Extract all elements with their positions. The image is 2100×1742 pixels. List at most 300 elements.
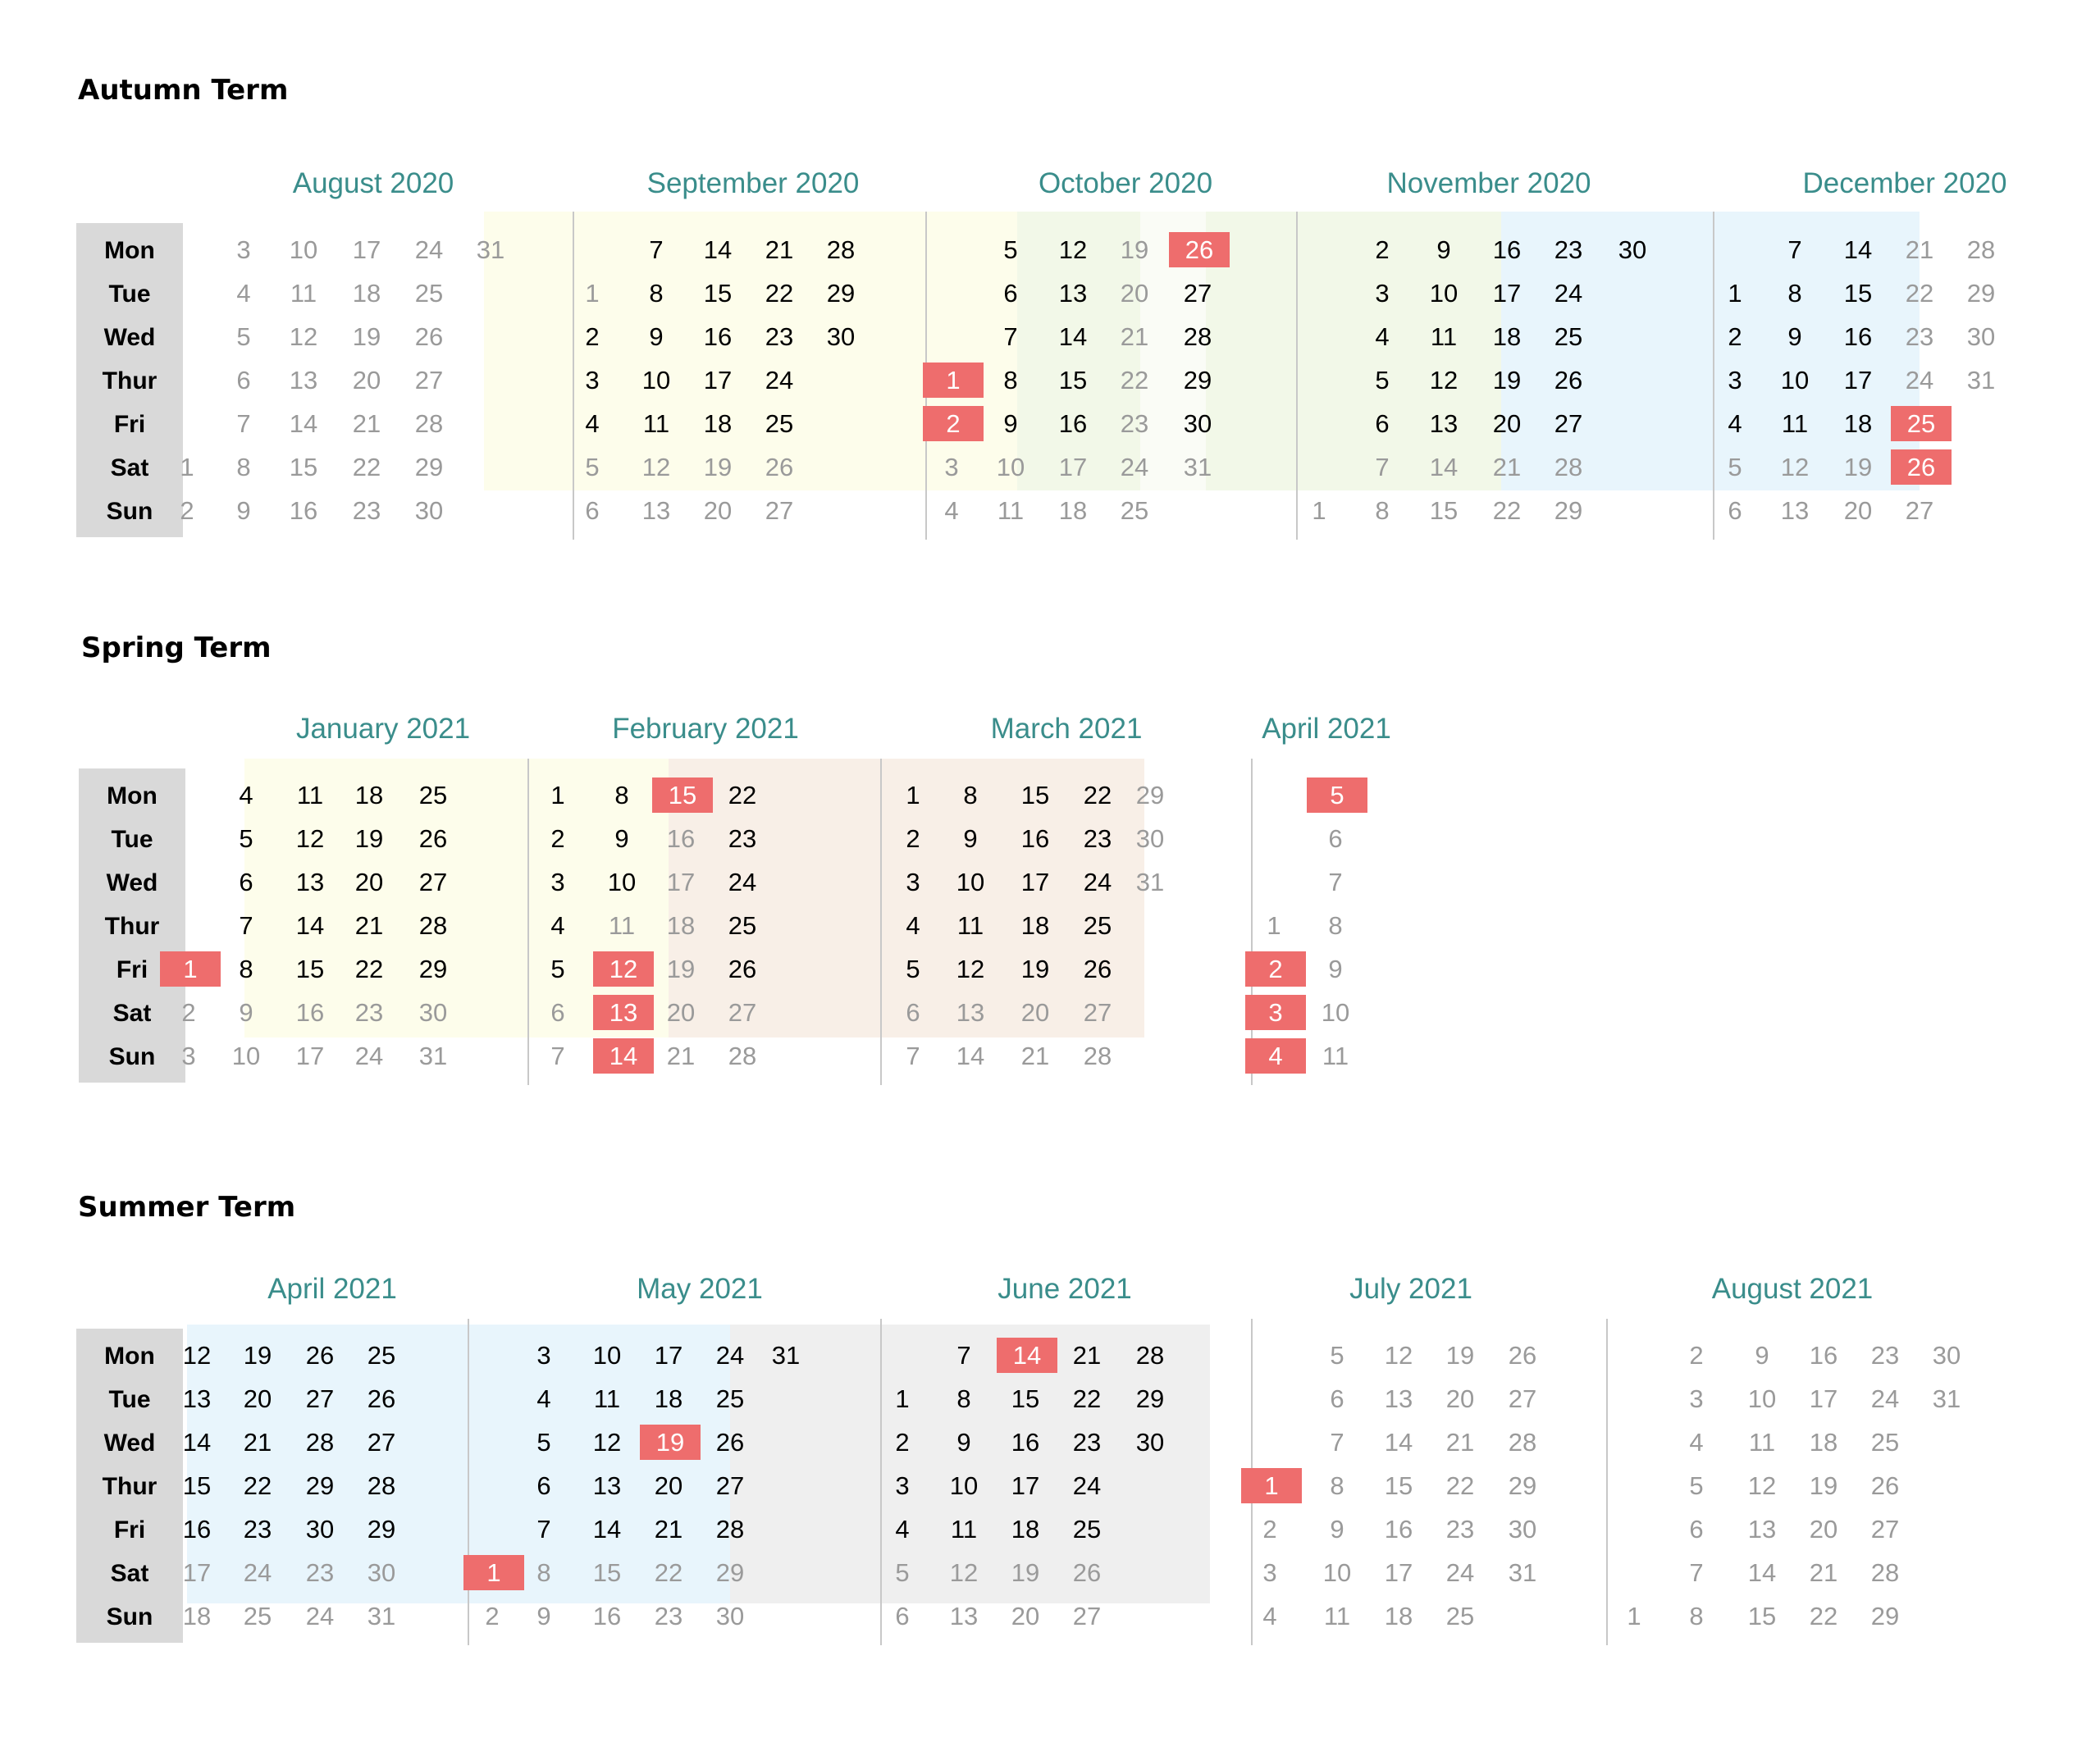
calendar-day: 29 xyxy=(1554,496,1583,525)
calendar-day: 4 xyxy=(1245,1038,1306,1074)
calendar-day: 22 xyxy=(728,781,757,809)
calendar-day: 11 xyxy=(593,1384,621,1413)
calendar-day: 1 xyxy=(1728,279,1742,308)
calendar-day: 10 xyxy=(1747,1384,1777,1413)
calendar-day: 3 xyxy=(944,453,959,481)
calendar-day: 6 xyxy=(895,1602,910,1630)
calendar-day: 12 xyxy=(1384,1341,1413,1370)
calendar-day: 24 xyxy=(414,235,444,264)
calendar-day: 7 xyxy=(1328,868,1343,896)
calendar-day: 26 xyxy=(418,824,448,853)
calendar-day: 22 xyxy=(354,955,384,983)
calendar-day: 28 xyxy=(1183,322,1212,351)
calendar-day: 21 xyxy=(243,1428,272,1457)
calendar-day: 28 xyxy=(305,1428,335,1457)
calendar-day: 8 xyxy=(963,781,978,809)
spring-term-title: Spring Term xyxy=(81,632,272,664)
calendar-day: 23 xyxy=(728,824,757,853)
calendar-day: 7 xyxy=(1787,235,1802,264)
calendar-day: 14 xyxy=(593,1038,654,1074)
calendar-day: 25 xyxy=(243,1602,272,1630)
calendar-day: 31 xyxy=(1932,1384,1961,1413)
calendar-day: 3 xyxy=(895,1471,910,1500)
calendar-day: 14 xyxy=(997,1338,1057,1373)
calendar-day: 26 xyxy=(1072,1558,1102,1587)
calendar-day: 27 xyxy=(715,1471,745,1500)
calendar-day: 12 xyxy=(956,955,985,983)
day-label: Sun xyxy=(106,1603,153,1630)
calendar-day: 9 xyxy=(1328,955,1343,983)
calendar-day: 15 xyxy=(1384,1471,1413,1500)
calendar-day: 27 xyxy=(1870,1515,1900,1544)
calendar-day: 9 xyxy=(239,998,253,1027)
calendar-day: 21 xyxy=(765,235,794,264)
calendar-day: 10 xyxy=(1429,279,1459,308)
calendar-day: 18 xyxy=(1058,496,1088,525)
calendar-day: 3 xyxy=(1245,995,1306,1030)
calendar-day: 9 xyxy=(1436,235,1451,264)
calendar-day: 5 xyxy=(239,824,253,853)
calendar-day: 2 xyxy=(923,406,984,441)
calendar-day: 27 xyxy=(1554,409,1583,438)
calendar-day: 28 xyxy=(414,409,444,438)
calendar-day: 20 xyxy=(1492,409,1522,438)
calendar-day: 23 xyxy=(243,1515,272,1544)
day-label: Wed xyxy=(103,324,156,351)
calendar-day: 29 xyxy=(1870,1602,1900,1630)
calendar-day: 20 xyxy=(1445,1384,1475,1413)
calendar-day: 21 xyxy=(354,911,384,940)
calendar-day: 21 xyxy=(1020,1042,1050,1070)
calendar-day: 22 xyxy=(765,279,794,308)
calendar-day: 31 xyxy=(1508,1558,1537,1587)
calendar-day: 11 xyxy=(997,496,1025,525)
calendar-day: 16 xyxy=(182,1515,212,1544)
calendar-day: 12 xyxy=(592,1428,622,1457)
calendar-day: 17 xyxy=(295,1042,325,1070)
calendar-day: 26 xyxy=(1554,366,1583,394)
calendar-day: 13 xyxy=(949,1602,979,1630)
calendar-day: 12 xyxy=(1429,366,1459,394)
calendar-day: 16 xyxy=(1020,824,1050,853)
calendar-day: 16 xyxy=(1809,1341,1838,1370)
calendar-day: 28 xyxy=(715,1515,745,1544)
calendar-day: 22 xyxy=(1809,1602,1838,1630)
calendar-day: 18 xyxy=(352,279,381,308)
calendar-day: 18 xyxy=(182,1602,212,1630)
calendar-day: 18 xyxy=(1011,1515,1040,1544)
calendar-day: 17 xyxy=(1492,279,1522,308)
calendar-day: 21 xyxy=(1120,322,1149,351)
calendar-day: 30 xyxy=(305,1515,335,1544)
calendar-day: 28 xyxy=(1135,1341,1165,1370)
calendar-day: 1 xyxy=(923,363,984,398)
calendar-day: 31 xyxy=(1183,453,1212,481)
calendar-day: 16 xyxy=(592,1602,622,1630)
calendar-day: 27 xyxy=(1508,1384,1537,1413)
calendar-day: 2 xyxy=(181,998,196,1027)
calendar-day: 16 xyxy=(666,824,696,853)
calendar-day: 22 xyxy=(654,1558,683,1587)
calendar-day: 19 xyxy=(1445,1341,1475,1370)
calendar-day: 17 xyxy=(1384,1558,1413,1587)
calendar-day: 30 xyxy=(1183,409,1212,438)
calendar-day: 20 xyxy=(243,1384,272,1413)
calendar-day: 28 xyxy=(826,235,856,264)
calendar-day: 13 xyxy=(641,496,671,525)
calendar-day: 9 xyxy=(1330,1515,1344,1544)
calendar-day: 19 xyxy=(243,1341,272,1370)
calendar-day: 24 xyxy=(1554,279,1583,308)
calendar-day: 14 xyxy=(1747,1558,1777,1587)
calendar-day: 5 xyxy=(1003,235,1018,264)
calendar-day: 29 xyxy=(414,453,444,481)
calendar-day: 2 xyxy=(1245,951,1306,987)
calendar-day: 5 xyxy=(906,955,920,983)
calendar-day: 6 xyxy=(585,496,600,525)
calendar-day: 13 xyxy=(1384,1384,1413,1413)
calendar-day: 30 xyxy=(715,1602,745,1630)
calendar-day: 28 xyxy=(728,1042,757,1070)
day-label: Mon xyxy=(104,237,155,264)
calendar-day: 5 xyxy=(895,1558,910,1587)
calendar-day: 4 xyxy=(906,911,920,940)
calendar-day: 23 xyxy=(305,1558,335,1587)
calendar-day: 23 xyxy=(765,322,794,351)
calendar-day: 24 xyxy=(765,366,794,394)
calendar-day: 21 xyxy=(352,409,381,438)
calendar-day: 30 xyxy=(414,496,444,525)
day-label: Thur xyxy=(102,367,158,394)
calendar-day: 18 xyxy=(1384,1602,1413,1630)
calendar-day: 21 xyxy=(1905,235,1934,264)
calendar-day: 8 xyxy=(1328,911,1343,940)
calendar-day: 28 xyxy=(418,911,448,940)
calendar-day: 24 xyxy=(1072,1471,1102,1500)
calendar-day: 18 xyxy=(703,409,733,438)
calendar-day: 22 xyxy=(1083,781,1112,809)
calendar-day: 22 xyxy=(243,1471,272,1500)
calendar-day: 26 xyxy=(1169,232,1230,267)
autumn-term-title: Autumn Term xyxy=(78,74,289,107)
calendar-day: 29 xyxy=(1135,1384,1165,1413)
calendar-day: 28 xyxy=(1870,1558,1900,1587)
calendar-day: 12 xyxy=(593,951,654,987)
calendar-day: 13 xyxy=(1747,1515,1777,1544)
calendar-day: 15 xyxy=(295,955,325,983)
day-label: Wed xyxy=(103,1430,156,1457)
day-label: Tue xyxy=(108,1386,151,1413)
calendar-day: 19 xyxy=(352,322,381,351)
calendar-day: 23 xyxy=(1554,235,1583,264)
day-label: Mon xyxy=(107,782,158,809)
calendar-day: 28 xyxy=(1554,453,1583,481)
calendar-day: 17 xyxy=(654,1341,683,1370)
calendar-day: 27 xyxy=(367,1428,396,1457)
calendar-day: 10 xyxy=(1780,366,1810,394)
calendar-day: 9 xyxy=(1787,322,1802,351)
calendar-day: 12 xyxy=(949,1558,979,1587)
calendar-day: 23 xyxy=(1905,322,1934,351)
calendar-day: 7 xyxy=(1330,1428,1344,1457)
calendar-day: 13 xyxy=(295,868,325,896)
calendar-day: 11 xyxy=(608,911,636,940)
day-label: Tue xyxy=(111,826,153,853)
calendar-day: 9 xyxy=(614,824,629,853)
calendar-day: 31 xyxy=(1135,868,1165,896)
calendar-day: 12 xyxy=(289,322,318,351)
calendar-day: 5 xyxy=(536,1428,551,1457)
calendar-day: 10 xyxy=(1322,1558,1352,1587)
day-label: Thur xyxy=(102,1473,158,1500)
calendar-day: 26 xyxy=(367,1384,396,1413)
calendar-day: 6 xyxy=(1328,824,1343,853)
calendar-day: 5 xyxy=(236,322,251,351)
calendar-day: 24 xyxy=(1870,1384,1900,1413)
calendar-day: 11 xyxy=(956,911,984,940)
calendar-day: 28 xyxy=(1966,235,1996,264)
calendar-day: 16 xyxy=(1384,1515,1413,1544)
calendar-day: 26 xyxy=(728,955,757,983)
day-label: Wed xyxy=(106,869,158,896)
calendar-day: 20 xyxy=(1809,1515,1838,1544)
calendar-day: 12 xyxy=(641,453,671,481)
calendar-day: 5 xyxy=(1689,1471,1704,1500)
calendar-day: 25 xyxy=(367,1341,396,1370)
calendar-day: 20 xyxy=(352,366,381,394)
day-label: Sun xyxy=(108,1043,156,1070)
calendar-day: 26 xyxy=(305,1341,335,1370)
calendar-day: 22 xyxy=(1072,1384,1102,1413)
calendar-day: 25 xyxy=(418,781,448,809)
calendar-day: 15 xyxy=(182,1471,212,1500)
calendar-day: 30 xyxy=(1508,1515,1537,1544)
calendar-day: 4 xyxy=(1689,1428,1704,1457)
calendar-day: 21 xyxy=(654,1515,683,1544)
calendar-day: 27 xyxy=(1905,496,1934,525)
calendar-day: 2 xyxy=(906,824,920,853)
calendar-day: 6 xyxy=(1375,409,1390,438)
calendar-day: 30 xyxy=(1135,1428,1165,1457)
calendar-day: 25 xyxy=(1870,1428,1900,1457)
calendar-day: 13 xyxy=(956,998,985,1027)
day-label: Fri xyxy=(116,956,148,983)
calendar-day: 7 xyxy=(550,1042,565,1070)
calendar-day: 22 xyxy=(1445,1471,1475,1500)
calendar-day: 31 xyxy=(771,1341,801,1370)
calendar-day: 3 xyxy=(1375,279,1390,308)
calendar-day: 24 xyxy=(1445,1558,1475,1587)
calendar-day: 10 xyxy=(592,1341,622,1370)
calendar-day: 29 xyxy=(1183,366,1212,394)
calendar-day: 4 xyxy=(236,279,251,308)
calendar-day: 14 xyxy=(956,1042,985,1070)
calendar-day: 13 xyxy=(182,1384,212,1413)
calendar-day: 17 xyxy=(352,235,381,264)
calendar-day: 6 xyxy=(236,366,251,394)
calendar-day: 21 xyxy=(1492,453,1522,481)
calendar-day: 11 xyxy=(1781,409,1809,438)
calendar-day: 3 xyxy=(536,1341,551,1370)
calendar-day: 7 xyxy=(906,1042,920,1070)
calendar-day: 8 xyxy=(1787,279,1802,308)
calendar-day: 25 xyxy=(728,911,757,940)
calendar-day: 6 xyxy=(1689,1515,1704,1544)
calendar-day: 1 xyxy=(180,453,194,481)
calendar-day: 17 xyxy=(1020,868,1050,896)
calendar-day: 12 xyxy=(1747,1471,1777,1500)
calendar-day: 1 xyxy=(160,951,221,987)
calendar-day: 28 xyxy=(1508,1428,1537,1457)
calendar-day: 11 xyxy=(1748,1428,1776,1457)
calendar-day: 4 xyxy=(944,496,959,525)
calendar-day: 25 xyxy=(1120,496,1149,525)
calendar-day: 26 xyxy=(715,1428,745,1457)
calendar-day: 19 xyxy=(1809,1471,1838,1500)
calendar-day: 15 xyxy=(1011,1384,1040,1413)
calendar-day: 7 xyxy=(956,1341,971,1370)
calendar-day: 4 xyxy=(536,1384,551,1413)
calendar-day: 29 xyxy=(305,1471,335,1500)
calendar-day: 2 xyxy=(485,1602,500,1630)
calendar-day: 8 xyxy=(649,279,664,308)
calendar-day: 23 xyxy=(1072,1428,1102,1457)
calendar-day: 10 xyxy=(289,235,318,264)
calendar-day: 17 xyxy=(1011,1471,1040,1500)
calendar-day: 30 xyxy=(418,998,448,1027)
calendar-day: 26 xyxy=(1083,955,1112,983)
calendar-day: 6 xyxy=(1728,496,1742,525)
calendar-day: 16 xyxy=(1492,235,1522,264)
calendar-day: 25 xyxy=(715,1384,745,1413)
calendar-day: 21 xyxy=(1809,1558,1838,1587)
calendar-day: 20 xyxy=(1011,1602,1040,1630)
calendar-day: 20 xyxy=(354,868,384,896)
calendar-day: 29 xyxy=(715,1558,745,1587)
calendar-day: 27 xyxy=(1183,279,1212,308)
calendar-day: 30 xyxy=(367,1558,396,1587)
calendar-day: 19 xyxy=(354,824,384,853)
calendar-day: 18 xyxy=(1843,409,1873,438)
day-label: Fri xyxy=(113,1516,146,1544)
calendar-day: 4 xyxy=(550,911,565,940)
calendar-day: 25 xyxy=(1072,1515,1102,1544)
calendar-day: 1 xyxy=(550,781,565,809)
calendar-day: 6 xyxy=(906,998,920,1027)
calendar-day: 4 xyxy=(895,1515,910,1544)
calendar-day: 27 xyxy=(1083,998,1112,1027)
calendar-day: 11 xyxy=(296,781,324,809)
calendar-day: 2 xyxy=(550,824,565,853)
calendar-day: 11 xyxy=(1430,322,1458,351)
calendar-day: 29 xyxy=(1135,781,1165,809)
calendar-day: 18 xyxy=(666,911,696,940)
day-label: Mon xyxy=(104,1343,155,1370)
calendar-day: 3 xyxy=(1728,366,1742,394)
calendar-day: 27 xyxy=(728,998,757,1027)
calendar-day: 25 xyxy=(1554,322,1583,351)
calendar-day: 23 xyxy=(1120,409,1149,438)
calendar-day: 10 xyxy=(956,868,985,896)
calendar-day: 20 xyxy=(1020,998,1050,1027)
calendar-day: 11 xyxy=(642,409,670,438)
calendar-day: 20 xyxy=(654,1471,683,1500)
calendar-day: 7 xyxy=(1003,322,1018,351)
calendar-day: 7 xyxy=(649,235,664,264)
calendar-day: 21 xyxy=(1072,1341,1102,1370)
calendar-day: 29 xyxy=(418,955,448,983)
calendar-day: 4 xyxy=(1728,409,1742,438)
calendar-day: 20 xyxy=(703,496,733,525)
calendar-day: 19 xyxy=(666,955,696,983)
calendar-day: 3 xyxy=(550,868,565,896)
calendar-day: 27 xyxy=(418,868,448,896)
calendar-day: 16 xyxy=(289,496,318,525)
summer-term-title: Summer Term xyxy=(78,1191,296,1224)
calendar-day: 1 xyxy=(1267,911,1281,940)
calendar-day: 30 xyxy=(1135,824,1165,853)
calendar-day: 29 xyxy=(1508,1471,1537,1500)
calendar-day: 5 xyxy=(1307,778,1367,813)
calendar-day: 28 xyxy=(1083,1042,1112,1070)
calendar-day: 13 xyxy=(593,995,654,1030)
calendar-day: 2 xyxy=(180,496,194,525)
calendar-day: 12 xyxy=(182,1341,212,1370)
calendar-day: 31 xyxy=(476,235,505,264)
calendar-day: 25 xyxy=(414,279,444,308)
calendar-day: 2 xyxy=(1689,1341,1704,1370)
calendar-day: 9 xyxy=(649,322,664,351)
calendar-day: 19 xyxy=(1020,955,1050,983)
calendar-day: 23 xyxy=(1870,1341,1900,1370)
calendar-day: 1 xyxy=(1312,496,1326,525)
calendar-day: 26 xyxy=(1870,1471,1900,1500)
calendar-day: 9 xyxy=(1755,1341,1769,1370)
calendar-day: 21 xyxy=(666,1042,696,1070)
calendar-day: 9 xyxy=(1003,409,1018,438)
calendar-day: 24 xyxy=(1905,366,1934,394)
calendar-day: 27 xyxy=(1072,1602,1102,1630)
calendar-day: 18 xyxy=(1020,911,1050,940)
calendar-day: 18 xyxy=(354,781,384,809)
calendar-day: 8 xyxy=(956,1384,971,1413)
calendar-day: 1 xyxy=(1241,1468,1302,1503)
calendar-day: 23 xyxy=(1445,1515,1475,1544)
calendar-day: 17 xyxy=(1809,1384,1838,1413)
calendar-day: 14 xyxy=(1384,1428,1413,1457)
calendar-day: 25 xyxy=(1891,406,1952,441)
calendar-day: 16 xyxy=(295,998,325,1027)
calendar-day: 8 xyxy=(536,1558,551,1587)
calendar-day: 3 xyxy=(906,868,920,896)
calendar-day: 14 xyxy=(1843,235,1873,264)
calendar-day: 19 xyxy=(640,1425,701,1460)
calendar-day: 16 xyxy=(1843,322,1873,351)
calendar-day: 17 xyxy=(1843,366,1873,394)
calendar-day: 18 xyxy=(1809,1428,1838,1457)
calendar-day: 23 xyxy=(1083,824,1112,853)
calendar-day: 19 xyxy=(1492,366,1522,394)
day-label: Sat xyxy=(112,1000,152,1027)
calendar-day: 29 xyxy=(1966,279,1996,308)
calendar-day: 8 xyxy=(1689,1602,1704,1630)
calendar-day: 14 xyxy=(703,235,733,264)
calendar-day: 8 xyxy=(1375,496,1390,525)
calendar-day: 22 xyxy=(1492,496,1522,525)
calendar-day: 15 xyxy=(1020,781,1050,809)
calendar-day: 29 xyxy=(367,1515,396,1544)
calendar-day: 30 xyxy=(826,322,856,351)
